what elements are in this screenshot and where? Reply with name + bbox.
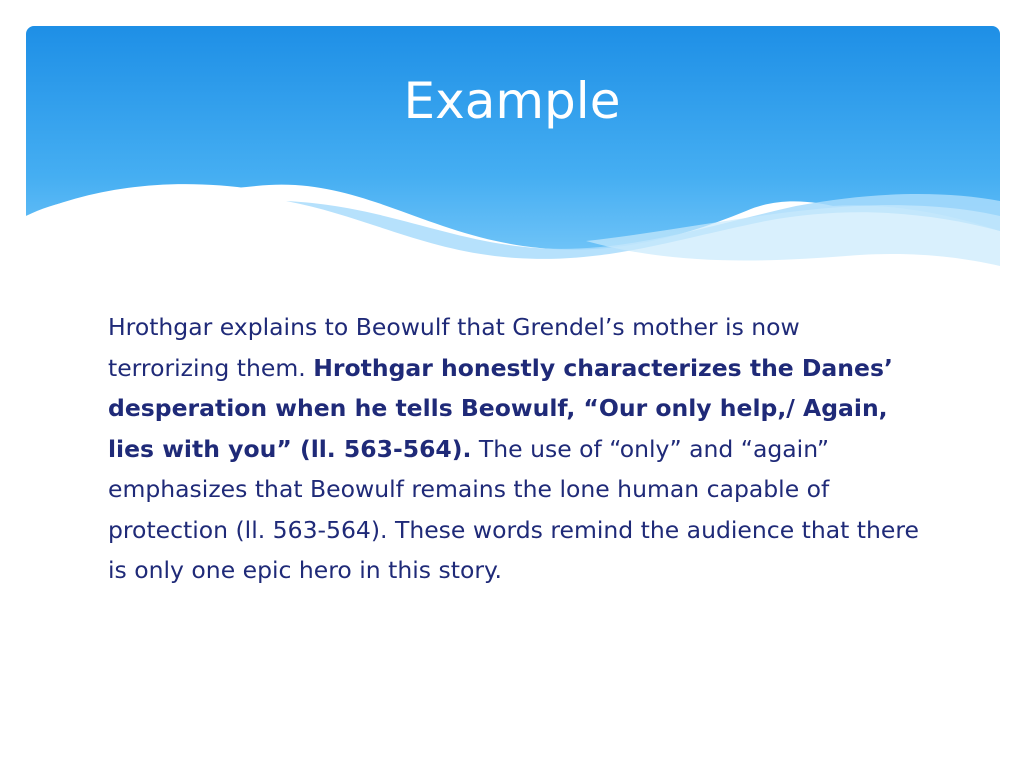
body-paragraph — [108, 307, 928, 591]
header-band — [26, 26, 1000, 276]
slide-title: Example — [403, 72, 621, 130]
body-analysis-text: The use of “only” and “again” emphasizes that Beowulf remains the lone human capable of protection (ll. 563-564). These words remind the audience that there is only one epic hero in this story. — [108, 434, 919, 584]
header-wave-graphic — [26, 26, 1000, 276]
body-intro-text: Hrothgar explains to Beowulf that Grendel’s mother is now terrorizing them. — [108, 313, 800, 382]
body-bold-claim-text: Hrothgar honestly characterizes the Danes’ desperation when he tells Beowulf, “Our only help,/ Again, lies with you” (ll. 563-564). — [108, 353, 893, 463]
